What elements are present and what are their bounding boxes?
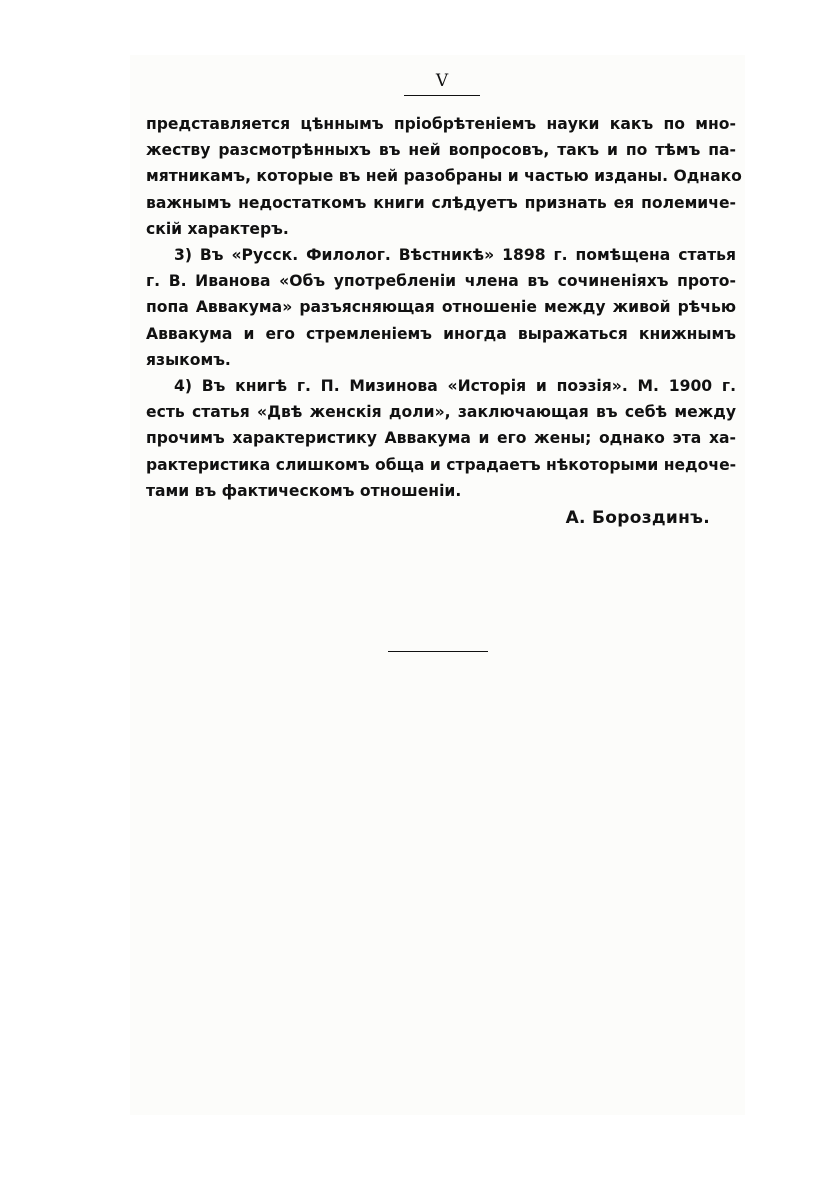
text-line: Аввакума и его стремленіемъ иногда выражаться книжнымъ — [146, 324, 736, 343]
text-line: важнымъ недостаткомъ книги слѣдуетъ признать ея полемиче- — [146, 193, 736, 212]
text-line: попа Аввакума» разъясняющая отношеніе между живой рѣчью — [146, 298, 736, 317]
header-rule — [404, 95, 480, 96]
text-line: мятникамъ, которые въ ней разобраны и частью изданы. Однако — [146, 167, 742, 186]
text-line: рактеристика слишкомъ обща и страдаетъ нѣкоторыми недоче- — [146, 455, 737, 474]
closing-rule — [388, 651, 488, 652]
text-line: тами въ фактическомъ отношеніи. — [146, 481, 462, 500]
author-signature: А. Бороздинъ. — [565, 508, 710, 528]
body-text — [146, 111, 742, 504]
text-line: г. В. Иванова «Объ употребленіи члена въ сочиненіяхъ прото- — [146, 272, 736, 291]
text-line: прочимъ характеристику Аввакума и его жены; однако эта ха- — [146, 429, 736, 448]
text-line: представляется цѣннымъ пріобрѣтеніемъ науки какъ по мно- — [146, 115, 736, 133]
text-line: жеству разсмотрѣнныхъ въ ней вопросовъ, такъ и по тѣмъ па- — [146, 141, 736, 160]
text-line: 3) Въ «Русск. Филолог. Вѣстникѣ» 1898 г. помѣщена статья — [174, 246, 736, 265]
page-number: V — [435, 71, 449, 91]
text-line: есть статья «Двѣ женскія доли», заключающая въ себѣ между — [146, 403, 736, 422]
text-line: языкомъ. — [146, 350, 231, 369]
text-line: 4) Въ книгѣ г. П. Мизинова «Исторія и поэзія». М. 1900 г. — [174, 377, 736, 396]
text-line: скій характеръ. — [146, 219, 289, 238]
